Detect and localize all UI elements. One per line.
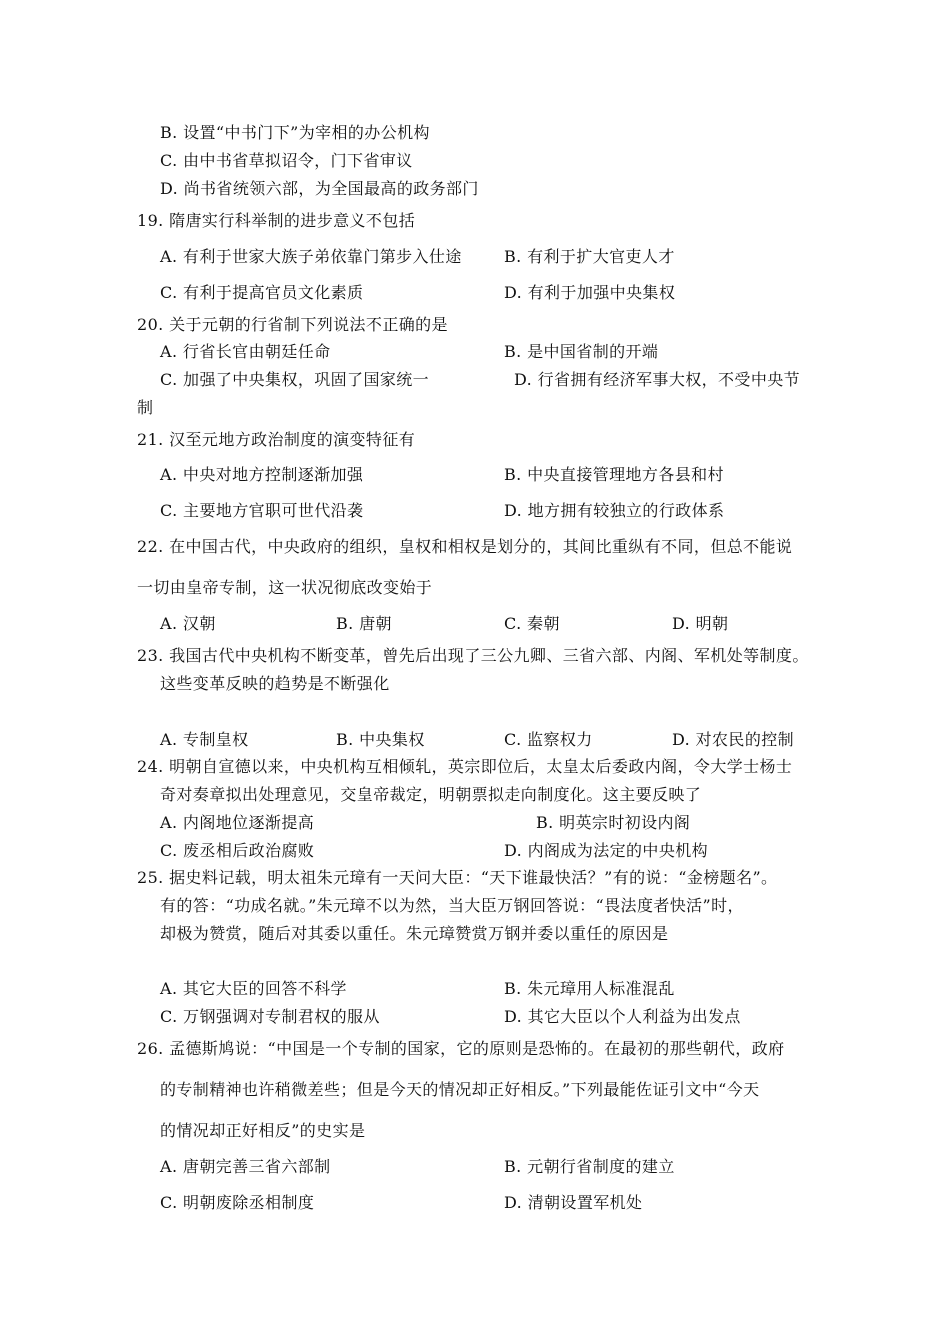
q21-option-d: D. 地方拥有较独立的行政体系 [504,501,725,520]
q20-option-c: C. 加强了中央集权，巩固了国家统一 [160,370,430,389]
q24-option-d: D. 内阁成为法定的中央机构 [504,841,709,860]
q24-option-c: C. 废丞相后政治腐败 [160,841,315,860]
q21-stem: 21. 汉至元地方政治制度的演变特征有 [137,430,416,449]
q25-option-b: B. 朱元璋用人标准混乱 [504,979,675,998]
q25-option-d: D. 其它大臣以个人利益为出发点 [504,1007,741,1026]
q22-stem-line1: 22. 在中国古代，中央政府的组织，皇权和相权是划分的，其间比重纵有不同，但总不能说 [137,537,793,556]
q26-option-b: B. 元朝行省制度的建立 [504,1157,675,1176]
q24-option-a: A. 内阁地位逐渐提高 [160,813,315,832]
q19-stem: 19. 隋唐实行科举制的进步意义不包括 [137,211,416,230]
q21-option-c: C. 主要地方官职可世代沿袭 [160,501,364,520]
q24-stem-line1: 24. 明朝自宣德以来，中央机构互相倾轧，英宗即位后，太皇太后委政内阁，令大学士杨士 [137,757,793,776]
q18-option-b: B. 设置“中书门下”为宰相的办公机构 [160,123,430,142]
q23-stem-line2: 这些变革反映的趋势是不断强化 [160,674,390,693]
q24-stem-line2: 奇对奏章拟出处理意见，交皇帝裁定，明朝票拟走向制度化。这主要反映了 [160,785,702,804]
q19-option-a: A. 有利于世家大族子弟依靠门第步入仕途 [160,247,462,266]
q18-option-c: C. 由中书省草拟诏令，门下省审议 [160,151,413,170]
q21-option-a: A. 中央对地方控制逐渐加强 [160,465,364,484]
q20-stem: 20. 关于元朝的行省制下列说法不正确的是 [137,315,448,334]
q25-option-c: C. 万钢强调对专制君权的服从 [160,1007,380,1026]
q19-option-d: D. 有利于加强中央集权 [504,283,676,302]
q26-option-a: A. 唐朝完善三省六部制 [160,1157,331,1176]
q20-option-d: D. 行省拥有经济军事大权，不受中央节 [514,370,801,389]
q21-option-b: B. 中央直接管理地方各县和村 [504,465,724,484]
q22-option-d: D. 明朝 [672,614,729,633]
q25-stem-line2: 有的答：“功成名就。”朱元璋不以为然，当大臣万钢回答说：“畏法度者快活”时， [160,896,744,915]
q20-option-b: B. 是中国省制的开端 [504,342,659,361]
q20-option-d-continued: 制 [137,398,154,417]
q19-option-c: C. 有利于提高官员文化素质 [160,283,364,302]
q26-stem-line3: 的情况却正好相反”的史实是 [160,1121,366,1140]
q22-option-a: A. 汉朝 [160,614,216,633]
q26-option-c: C. 明朝废除丞相制度 [160,1193,315,1212]
q25-option-a: A. 其它大臣的回答不科学 [160,979,347,998]
q25-stem-line3: 却极为赞赏，随后对其委以重任。朱元璋赞赏万钢并委以重任的原因是 [160,924,669,943]
q26-stem-line2: 的专制精神也许稍微差些；但是今天的情况却正好相反。”下列最能佐证引文中“今天 [160,1080,760,1099]
q19-option-b: B. 有利于扩大官吏人才 [504,247,675,266]
q20-option-a: A. 行省长官由朝廷任命 [160,342,331,361]
q23-option-d: D. 对农民的控制 [672,730,795,749]
q26-option-d: D. 清朝设置军机处 [504,1193,643,1212]
q22-option-b: B. 唐朝 [336,614,392,633]
q22-stem-line2: 一切由皇帝专制，这一状况彻底改变始于 [137,578,433,597]
q23-stem-line1: 23. 我国古代中央机构不断变革，曾先后出现了三公九卿、三省六部、内阁、军机处等制度。 [137,646,809,665]
q23-option-b: B. 中央集权 [336,730,425,749]
q23-option-c: C. 监察权力 [504,730,593,749]
q24-option-b: B. 明英宗时初设内阁 [536,813,691,832]
q23-option-a: A. 专制皇权 [160,730,249,749]
q26-stem-line1: 26. 孟德斯鸠说：“中国是一个专制的国家，它的原则是恐怖的。在最初的那些朝代，政府 [137,1039,785,1058]
q25-stem-line1: 25. 据史料记载，明太祖朱元璋有一天问大臣：“天下谁最快活？”有的说：“金榜题名”。 [137,868,778,887]
q22-option-c: C. 秦朝 [504,614,560,633]
q18-option-d: D. 尚书省统领六部，为全国最高的政务部门 [160,179,479,198]
